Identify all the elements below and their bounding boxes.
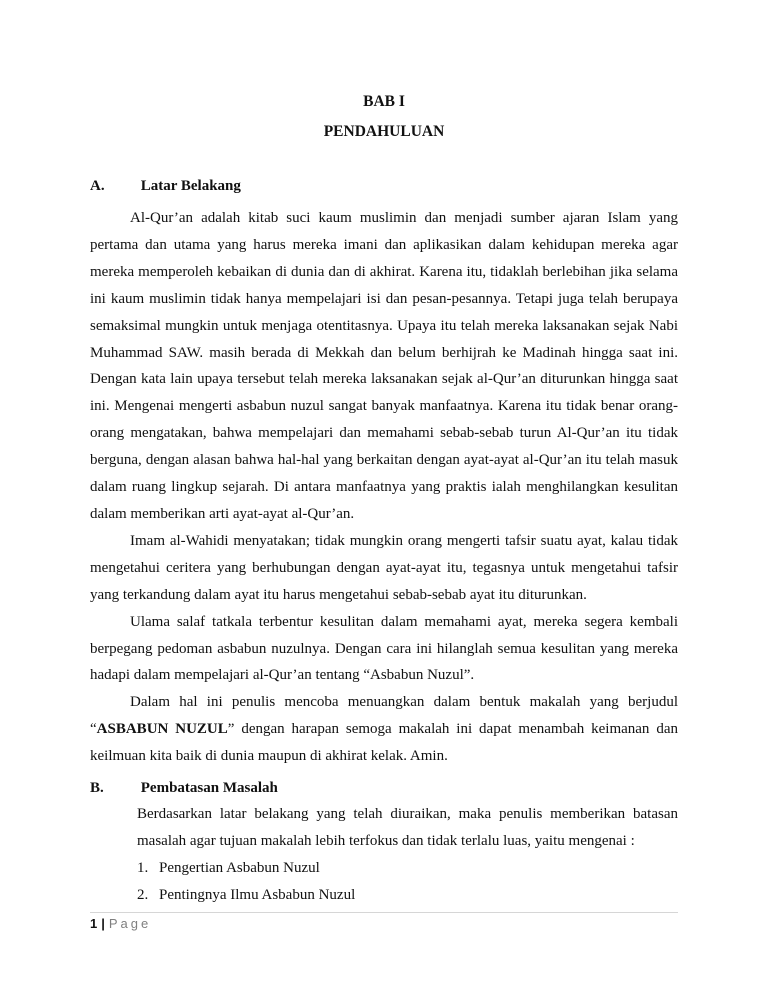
section-b-intro: Berdasarkan latar belakang yang telah diuraikan, maka penulis memberikan batasan masalah agar tujuan makalah lebih terfokus dan tidak terlalu luas, yaitu mengenai :: [137, 806, 678, 849]
paragraph: Imam al-Wahidi menyatakan; tidak mungkin orang mengerti tafsir suatu ayat, kalau tidak mengetahui ceritera yang berhubungan dengan ayat-ayat itu, tegasnya untuk mengetahui tafsir yang terkandung dalam ayat itu harus mengetahui sebab-sebab ayat itu diturunkan.: [90, 532, 678, 603]
chapter-title: PENDAHULUAN: [323, 123, 445, 140]
footer-divider: [90, 912, 678, 913]
chapter-number: BAB I: [363, 93, 405, 110]
page-number: 1: [90, 916, 98, 931]
paragraph: Ulama salaf tatkala terbentur kesulitan dalam memahami ayat, mereka segera kembali berpegang pedoman asbabun nuzulnya. Dengan cara ini hilanglah semua kesulitan yang mereka hadapi dalam mempelajari al-Qur’an tentang “Asbabun Nuzul”.: [90, 613, 678, 684]
paragraph-text: ” dengan harapan semoga makalah ini dapat menambah keimanan dan keilmuan kita baik di dunia maupun di akhirat kelak. Amin.: [90, 721, 678, 765]
list-item: [137, 882, 678, 909]
page-footer: [90, 916, 151, 931]
paragraph: [90, 689, 678, 770]
footer-separator: |: [101, 916, 105, 931]
list-item-number: 2.: [137, 887, 149, 903]
section-a-body: [90, 205, 678, 770]
section-a-heading: [90, 178, 241, 195]
section-b-number: B.: [90, 780, 104, 796]
paragraph: Al-Qur’an adalah kitab suci kaum muslimin dan menjadi sumber ajaran Islam yang pertama dan utama yang harus mereka imani dan aplikasikan dalam kehidupan mereka agar mereka memperoleh kebaikan di dunia dan di akhirat. Karena itu, tidaklah berlebihan jika selama ini kaum muslimin tidak hanya mempelajari isi dan pesan-pesannya. Tetapi juga telah berupaya semaksimal mungkin untuk menjaga otentitasnya. Upaya itu telah mereka laksanakan sejak Nabi Muhammad SAW. masih berada di Mekkah dan belum berhijrah ke Madinah hingga saat ini. Dengan kata lain upaya tersebut telah mereka laksanakan sejak al-Qur’an diturunkan hingga saat ini. Mengenai mengerti asbabun nuzul sangat banyak manfaatnya. Karena itu tidak benar orang-orang mengatakan, bahwa mempelajari dan memahami sebab-sebab turun Al-Qur’an itu tidak berguna, dengan alasan bahwa hal-hal yang berkaitan dengan ayat-ayat al-Qur’an itu telah masuk dalam ruang lingkup sejarah. Di antara manfaatnya yang praktis ialah menghilangkan kesulitan dalam memberikan arti ayat-ayat al-Qur’an.: [90, 210, 678, 522]
list-item-text: Pentingnya Ilmu Asbabun Nuzul: [159, 887, 356, 903]
section-a-number: A.: [90, 178, 105, 194]
makalah-title: ASBABUN NUZUL: [96, 721, 228, 738]
section-a-title: Latar Belakang: [140, 178, 241, 194]
list-item: [137, 855, 678, 882]
section-b-title: Pembatasan Masalah: [140, 780, 278, 796]
list-item-number: 1.: [137, 860, 149, 876]
list-item-text: Pengertian Asbabun Nuzul: [159, 860, 320, 876]
page-label: Page: [108, 916, 152, 931]
section-b-heading: [90, 780, 278, 797]
section-b-body: [137, 801, 678, 909]
problem-list: [137, 855, 678, 909]
paragraph-text: Dalam hal ini penulis mencoba menuangkan dalam bentuk makalah yang berjudul “: [90, 694, 678, 738]
